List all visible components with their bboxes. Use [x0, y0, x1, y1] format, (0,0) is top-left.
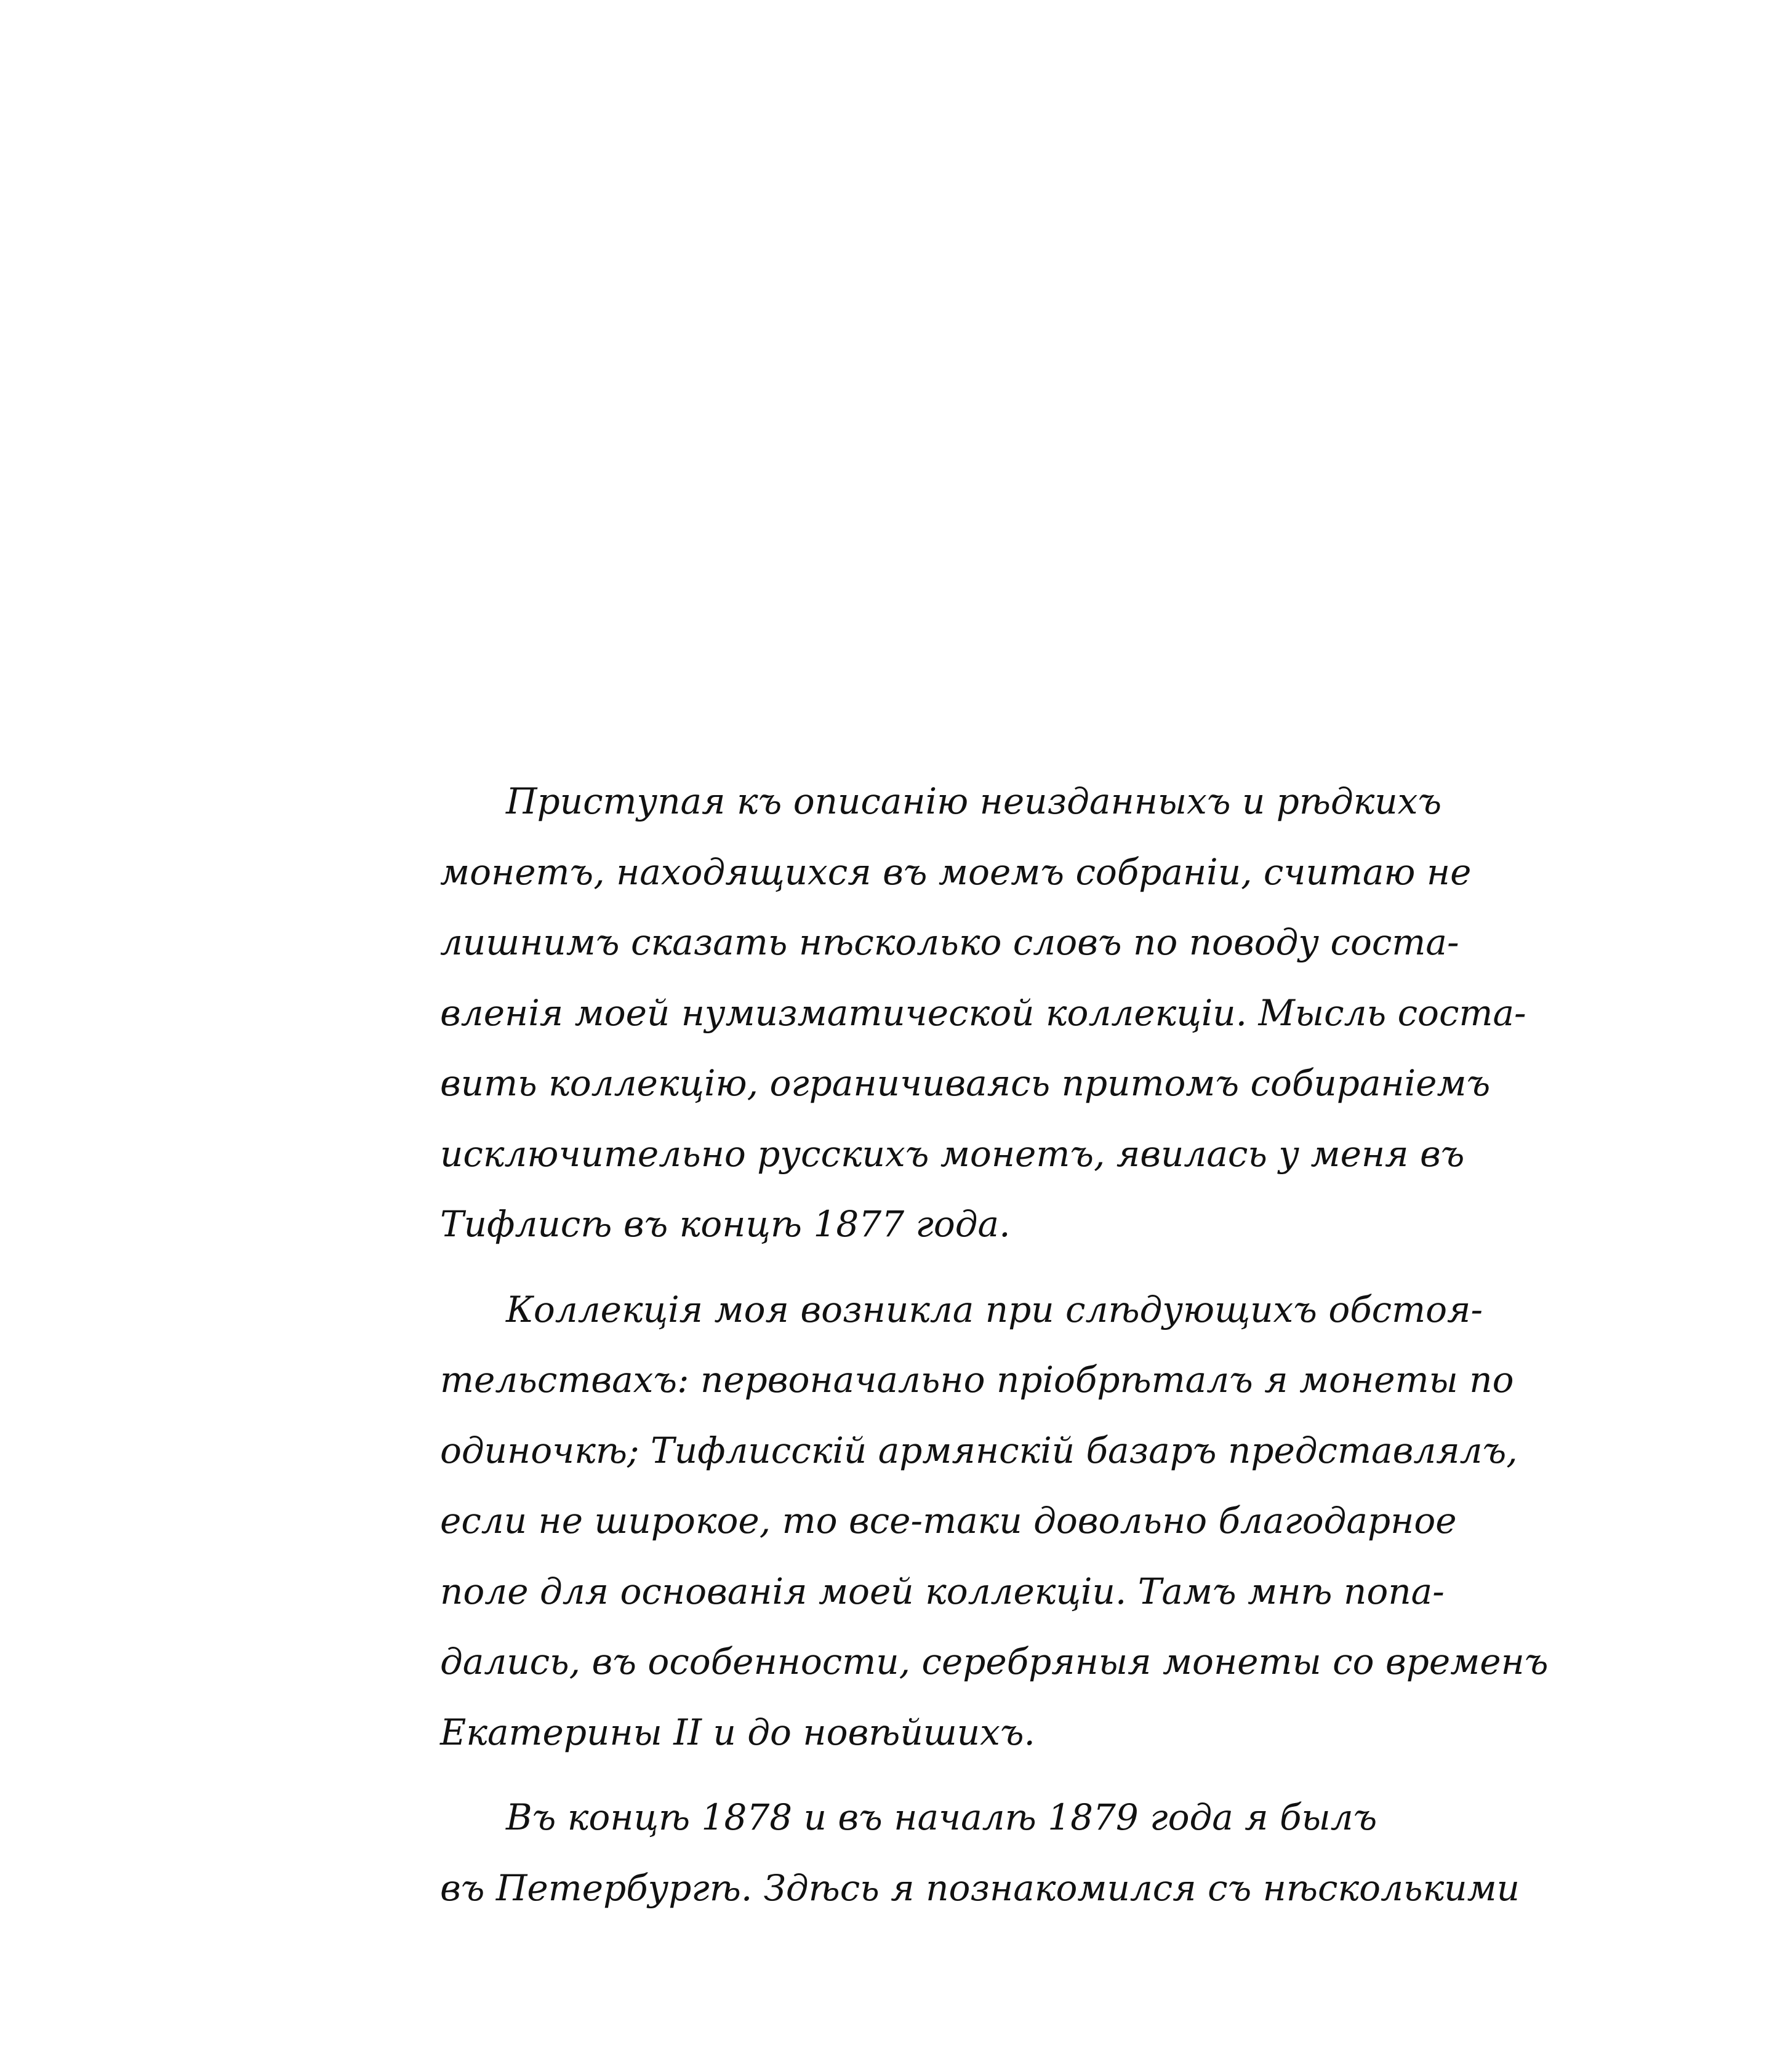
text-line: монетъ, находящихся въ моемъ собраніи, считаю не: [440, 850, 1472, 893]
text-line: вленія моей нумизматической коллекціи. Мысль соста-: [440, 991, 1526, 1034]
body-text: [440, 766, 1549, 1938]
text-line: вить коллекцію, ограничиваясь притомъ собираніемъ: [440, 1062, 1491, 1104]
paragraph-1: [440, 766, 1526, 1260]
paragraph-3: [440, 1782, 1520, 1923]
text-line: тельствахъ: первоначально пріобрѣталъ я монеты по: [440, 1359, 1514, 1401]
text-line: одиночкѣ; Тифлисскій армянскій базаръ представлялъ,: [440, 1429, 1518, 1471]
text-line: дались, въ особенности, серебряныя монеты со временъ: [440, 1641, 1549, 1682]
paragraph-2: [440, 1274, 1549, 1768]
text-line: если не широкое, то все-таки довольно благодарное: [440, 1500, 1457, 1542]
text-line: лишнимъ сказать нѣсколько словъ по поводу соста-: [440, 921, 1459, 963]
text-line: Екатерины II и до новѣйшихъ.: [440, 1711, 1035, 1753]
text-line: поле для основанія моей коллекціи. Тамъ мнѣ попа-: [440, 1570, 1445, 1612]
text-line: Приступая къ описанію неизданныхъ и рѣдкихъ: [506, 780, 1442, 822]
text-line: исключительно русскихъ монетъ, явилась у меня въ: [440, 1132, 1465, 1175]
text-line: Коллекція моя возникла при слѣдующихъ обстоя-: [506, 1288, 1483, 1330]
text-line: Тифлисѣ въ концѣ 1877 года.: [440, 1203, 1011, 1245]
text-line: въ Петербургѣ. Здѣсь я познакомился съ нѣсколькими: [440, 1866, 1520, 1909]
text-line: Въ концѣ 1878 и въ началѣ 1879 года я былъ: [506, 1796, 1377, 1838]
